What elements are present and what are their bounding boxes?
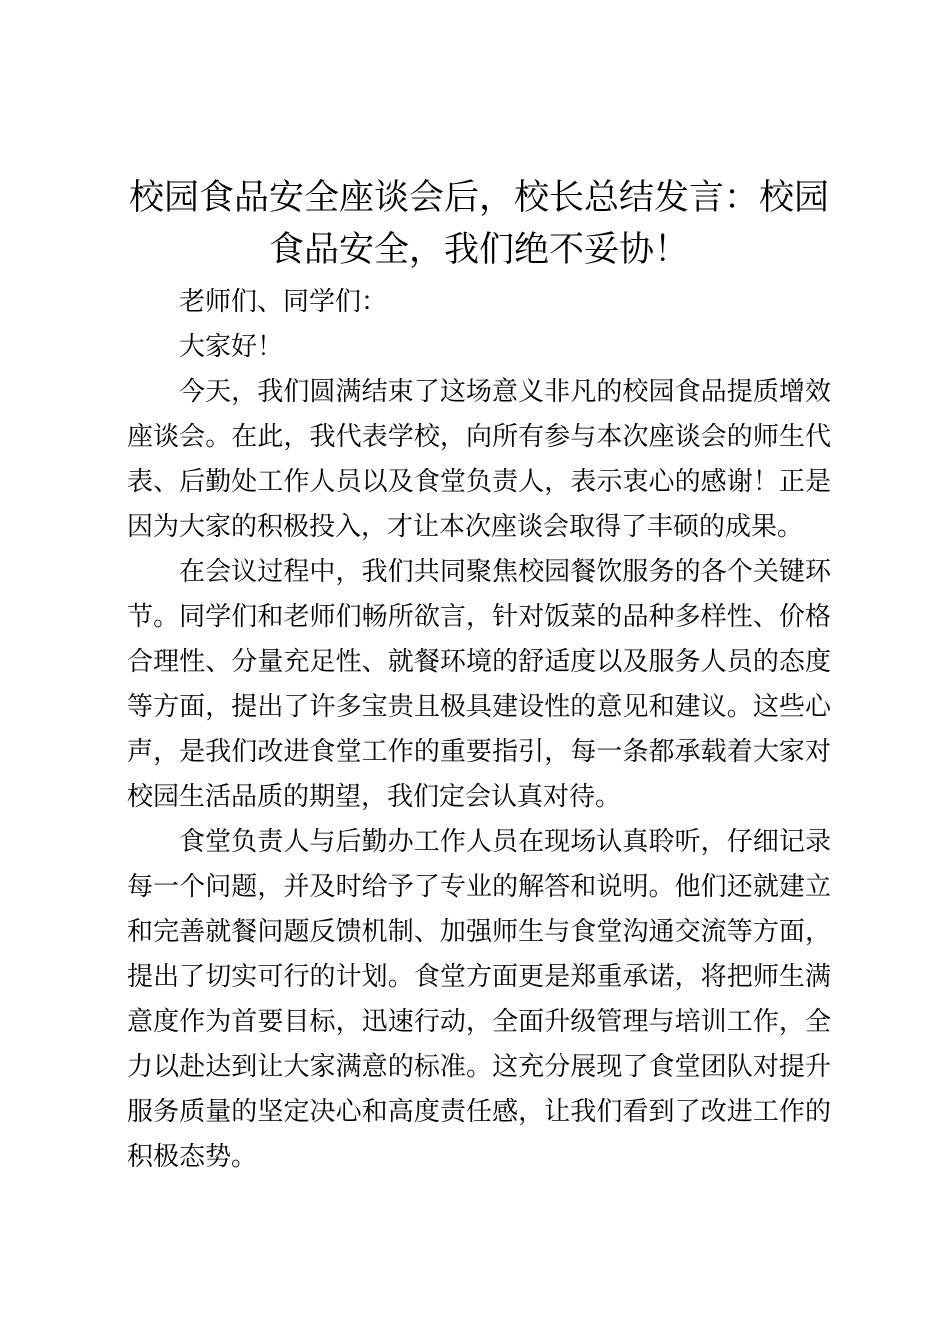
salutation: 老师们、同学们： [179,287,388,317]
body-paragraph: 在会议过程中，我们共同聚焦校园餐饮服务的各个关键环节。同学们和老师们畅所欲言，针对饭菜的品种多样性、价格合理性、分量充足性、就餐环境的舒适度以及服务人员的态度等方面，提出了许多宝贵且极具建设性的意见和建议。这些心声，是我们改进食堂工作的重要指引，每一条都承载着大家对校园生活品质的期望，我们定会认真对待。 [127,557,831,812]
document-title: 校园食品安全座谈会后，校长总结发言：校园食品安全，我们绝不妥协！ [128,178,829,270]
document-page [127,172,831,1180]
body-paragraph: 食堂负责人与后勤办工作人员在现场认真聆听，仔细记录每一个问题，并及时给予了专业的解答和说明。他们还就建立和完善就餐问题反馈机制、加强师生与食堂沟通交流等方面，提出了切实可行的计划。食堂方面更是郑重承诺，将把师生满意度作为首要目标，迅速行动，全面升级管理与培训工作，全力以赴达到让大家满意的标准。这充分展现了食堂团队对提升服务质量的坚定决心和高度责任感，让我们看到了改进工作的积极态势。 [127,827,831,1172]
body-paragraph: 今天，我们圆满结束了这场意义非凡的校园食品提质增效座谈会。在此，我代表学校，向所有参与本次座谈会的师生代表、后勤处工作人员以及食堂负责人，表示衷心的感谢！正是因为大家的积极投入，才让本次座谈会取得了丰硕的成果。 [127,377,831,542]
greeting: 大家好！ [179,332,284,362]
document-body [127,280,831,1180]
